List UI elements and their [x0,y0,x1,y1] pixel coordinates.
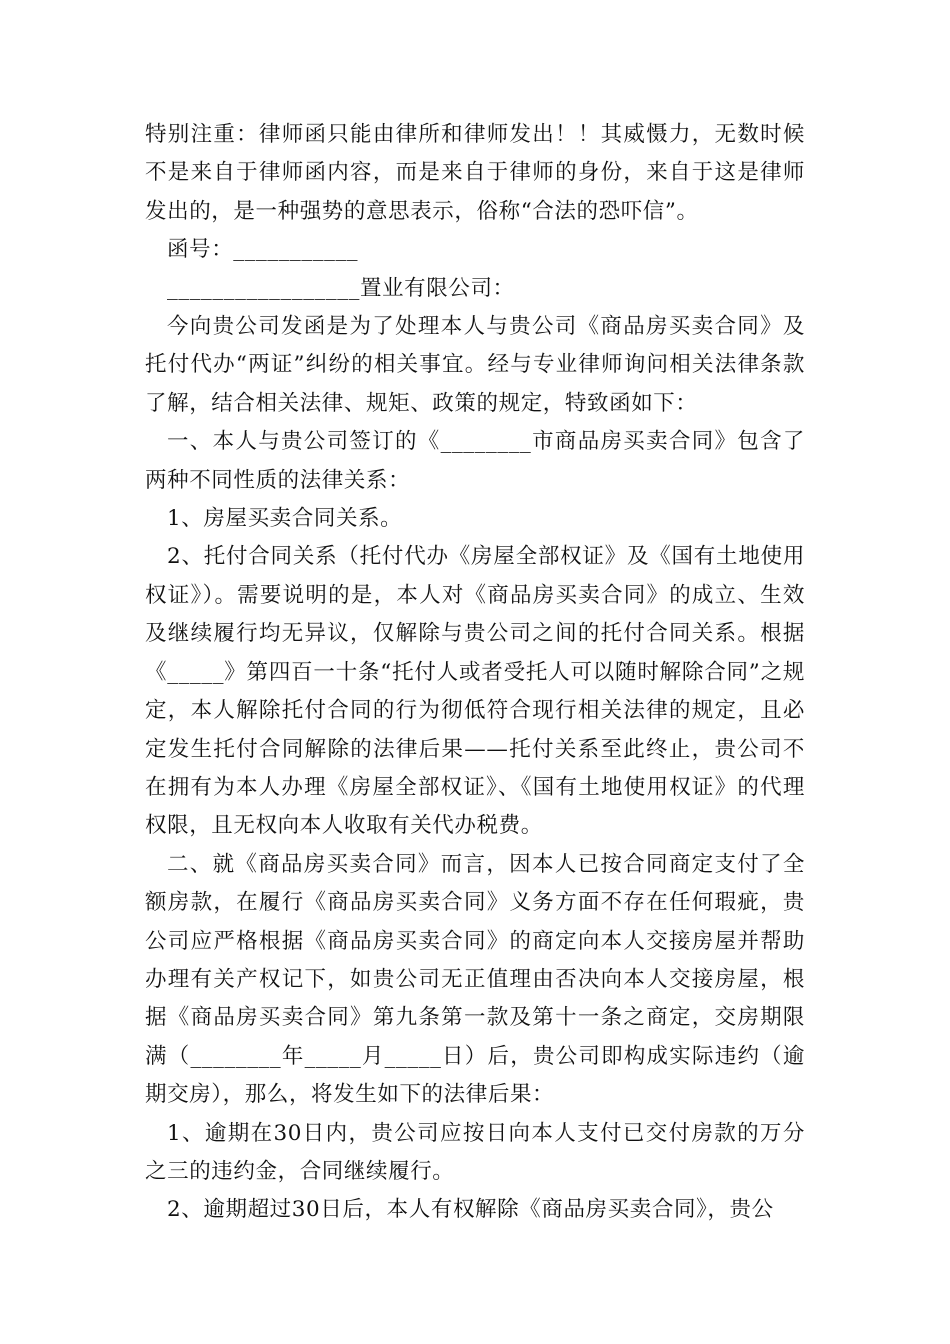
section-one-paragraph: 一、本人与贵公司签订的《________市商品房买卖合同》包含了两种不同性质的法律关系： [145,429,805,493]
recipient-line: _________________置业有限公司： [167,275,515,301]
document-body [145,116,805,1230]
notice-paragraph: 特别注重：律师函只能由律所和律师发出！！其威慑力，无数时候不是来自于律师函内容，而是来自于律师的身份，来自于这是律师发出的，是一种强势的意思表示，俗称“合法的恐吓信”。 [145,122,805,224]
section-two-item-1: 1、逾期在30日内，贵公司应按日向本人支付已交付房款的万分之三的违约金，合同继续履行。 [145,1120,805,1184]
section-one-item-2: 2、托付合同关系（托付代办《房屋全部权证》及《国有土地使用权证》）。需要说明的是，本人对《商品房买卖合同》的成立、生效及继续履行均无异议，仅解除与贵公司之间的托付合同关系。根据《_____》第四百一十条“托付人或者受托人可以随时解除合同”之规定，本人解除托付合同的行为彻低符合现行相关法律的规定，且必定发生托付合同解除的法律后果——托付关系至此终止，贵公司不在拥有为本人办理《房屋全部权证》、《国有土地使用权证》的代理权限，且无权向本人收取有关代办税费。 [145,544,805,839]
section-two-paragraph: 二、就《商品房买卖合同》而言，因本人已按合同商定支付了全额房款，在履行《商品房买卖合同》义务方面不存在任何瑕疵，贵公司应严格根据《商品房买卖合同》的商定向本人交接房屋并帮助办理有关产权记下，如贵公司无正值理由否决向本人交接房屋，根据《商品房买卖合同》第九条第一款及第十一条之商定，交房期限满（________年_____月_____日）后，贵公司即构成实际违约（逾期交房），那么，将发生如下的法律后果： [145,851,805,1108]
letter-number-line: 函号：___________ [167,237,359,263]
intro-paragraph: 今向贵公司发函是为了处理本人与贵公司《商品房买卖合同》及托付代办“两证”纠纷的相关事宜。经与专业律师询问相关法律条款了解，结合相关法律、规矩、政策的规定，特致函如下： [145,314,805,416]
section-one-item-1: 1、房屋买卖合同关系。 [167,506,403,532]
section-two-item-2: 2、逾期超过30日后，本人有权解除《商品房买卖合同》，贵公 [167,1197,774,1223]
